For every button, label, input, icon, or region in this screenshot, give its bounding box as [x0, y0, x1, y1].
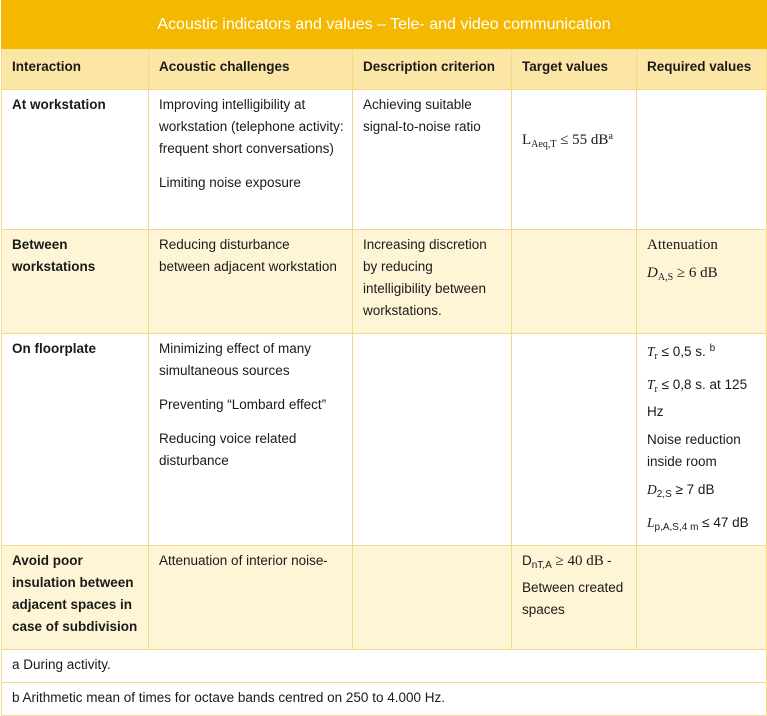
header-target-values: Target values [512, 49, 637, 90]
required-cell: - [637, 546, 767, 650]
required-cell [637, 334, 767, 546]
required-cell [637, 230, 767, 334]
required-value: $D_{A,S} \ge 6$ dB [647, 265, 718, 283]
footnote-a: a During activity. [2, 650, 767, 683]
interaction-cell: Avoid poor insulation between adjacent spaces in case of subdivision [2, 546, 149, 650]
challenge-text: Reducing voice related disturbance [159, 431, 297, 468]
challenges-cell [149, 334, 353, 546]
challenge-text: Preventing “Lombard effect” [159, 397, 327, 412]
target-cell [512, 546, 637, 650]
reverberation-time-125hz-value: $T_r \le 0,8$ s. at 125 Hz [647, 377, 748, 419]
challenges-cell [149, 546, 353, 650]
table-row [2, 230, 767, 334]
challenge-text: Limiting noise exposure [159, 175, 301, 190]
target-cell [512, 334, 637, 546]
target-cell [512, 90, 637, 230]
criterion-cell: - [353, 546, 512, 650]
header-description-criterion: Description criterion [353, 49, 512, 90]
target-value: $L_{Aeq,T} \le 55$ $dB^a$ [522, 131, 613, 150]
challenges-cell [149, 90, 353, 230]
table-row [2, 546, 767, 650]
header-acoustic-challenges: Acoustic challenges [149, 49, 353, 90]
spatial-decay-value: $D_{2,S} \ge 7$ dB [647, 482, 715, 500]
challenge-text: Minimizing effect of many simultaneous sources [159, 341, 312, 378]
challenges-cell [149, 230, 353, 334]
acoustic-values-table [1, 0, 767, 716]
footnote-row [2, 650, 767, 683]
header-required-values: Required values [637, 49, 767, 90]
target-cell [512, 230, 637, 334]
criterion-cell: Achieving suitable signal-to-noise ratio [353, 90, 512, 230]
table-row [2, 334, 767, 546]
criterion-cell [353, 334, 512, 546]
header-row [2, 49, 767, 90]
required-label: Attenuation [647, 237, 718, 253]
interaction-cell: On floorplate [2, 334, 149, 546]
target-note: Between created spaces [522, 580, 624, 617]
challenge-text: Reducing disturbance between adjacent workstation [159, 237, 337, 274]
challenge-text: Attenuation of interior noise [159, 553, 324, 568]
header-interaction: Interaction [2, 49, 149, 90]
footnote-b: b Arithmetic mean of times for octave bands centred on 250 to 4.000 Hz. [2, 683, 767, 716]
interaction-cell: At workstation [2, 90, 149, 230]
footnote-row [2, 683, 767, 716]
criterion-cell: Increasing discretion by reducing intelligibility between workstations. [353, 230, 512, 334]
table-row [2, 90, 767, 230]
noise-reduction-label: Noise reduction inside room [647, 432, 741, 469]
reverberation-time-value: $T_r \le 0,5$ s. $^b$ [647, 343, 716, 362]
interaction-cell: Between workstations [2, 230, 149, 334]
target-value: $D_{nT,A} \ge 40$ dB [522, 553, 604, 571]
sound-pressure-level-value: $L_{p,A,S,4 m} \le 47$ dB [647, 515, 749, 533]
challenge-text: Improving intelligibility at workstation (telephone activity: frequent short conversations) [159, 97, 344, 156]
required-cell [637, 90, 767, 230]
table-title: Acoustic indicators and values – Tele- and video communication [2, 1, 767, 49]
